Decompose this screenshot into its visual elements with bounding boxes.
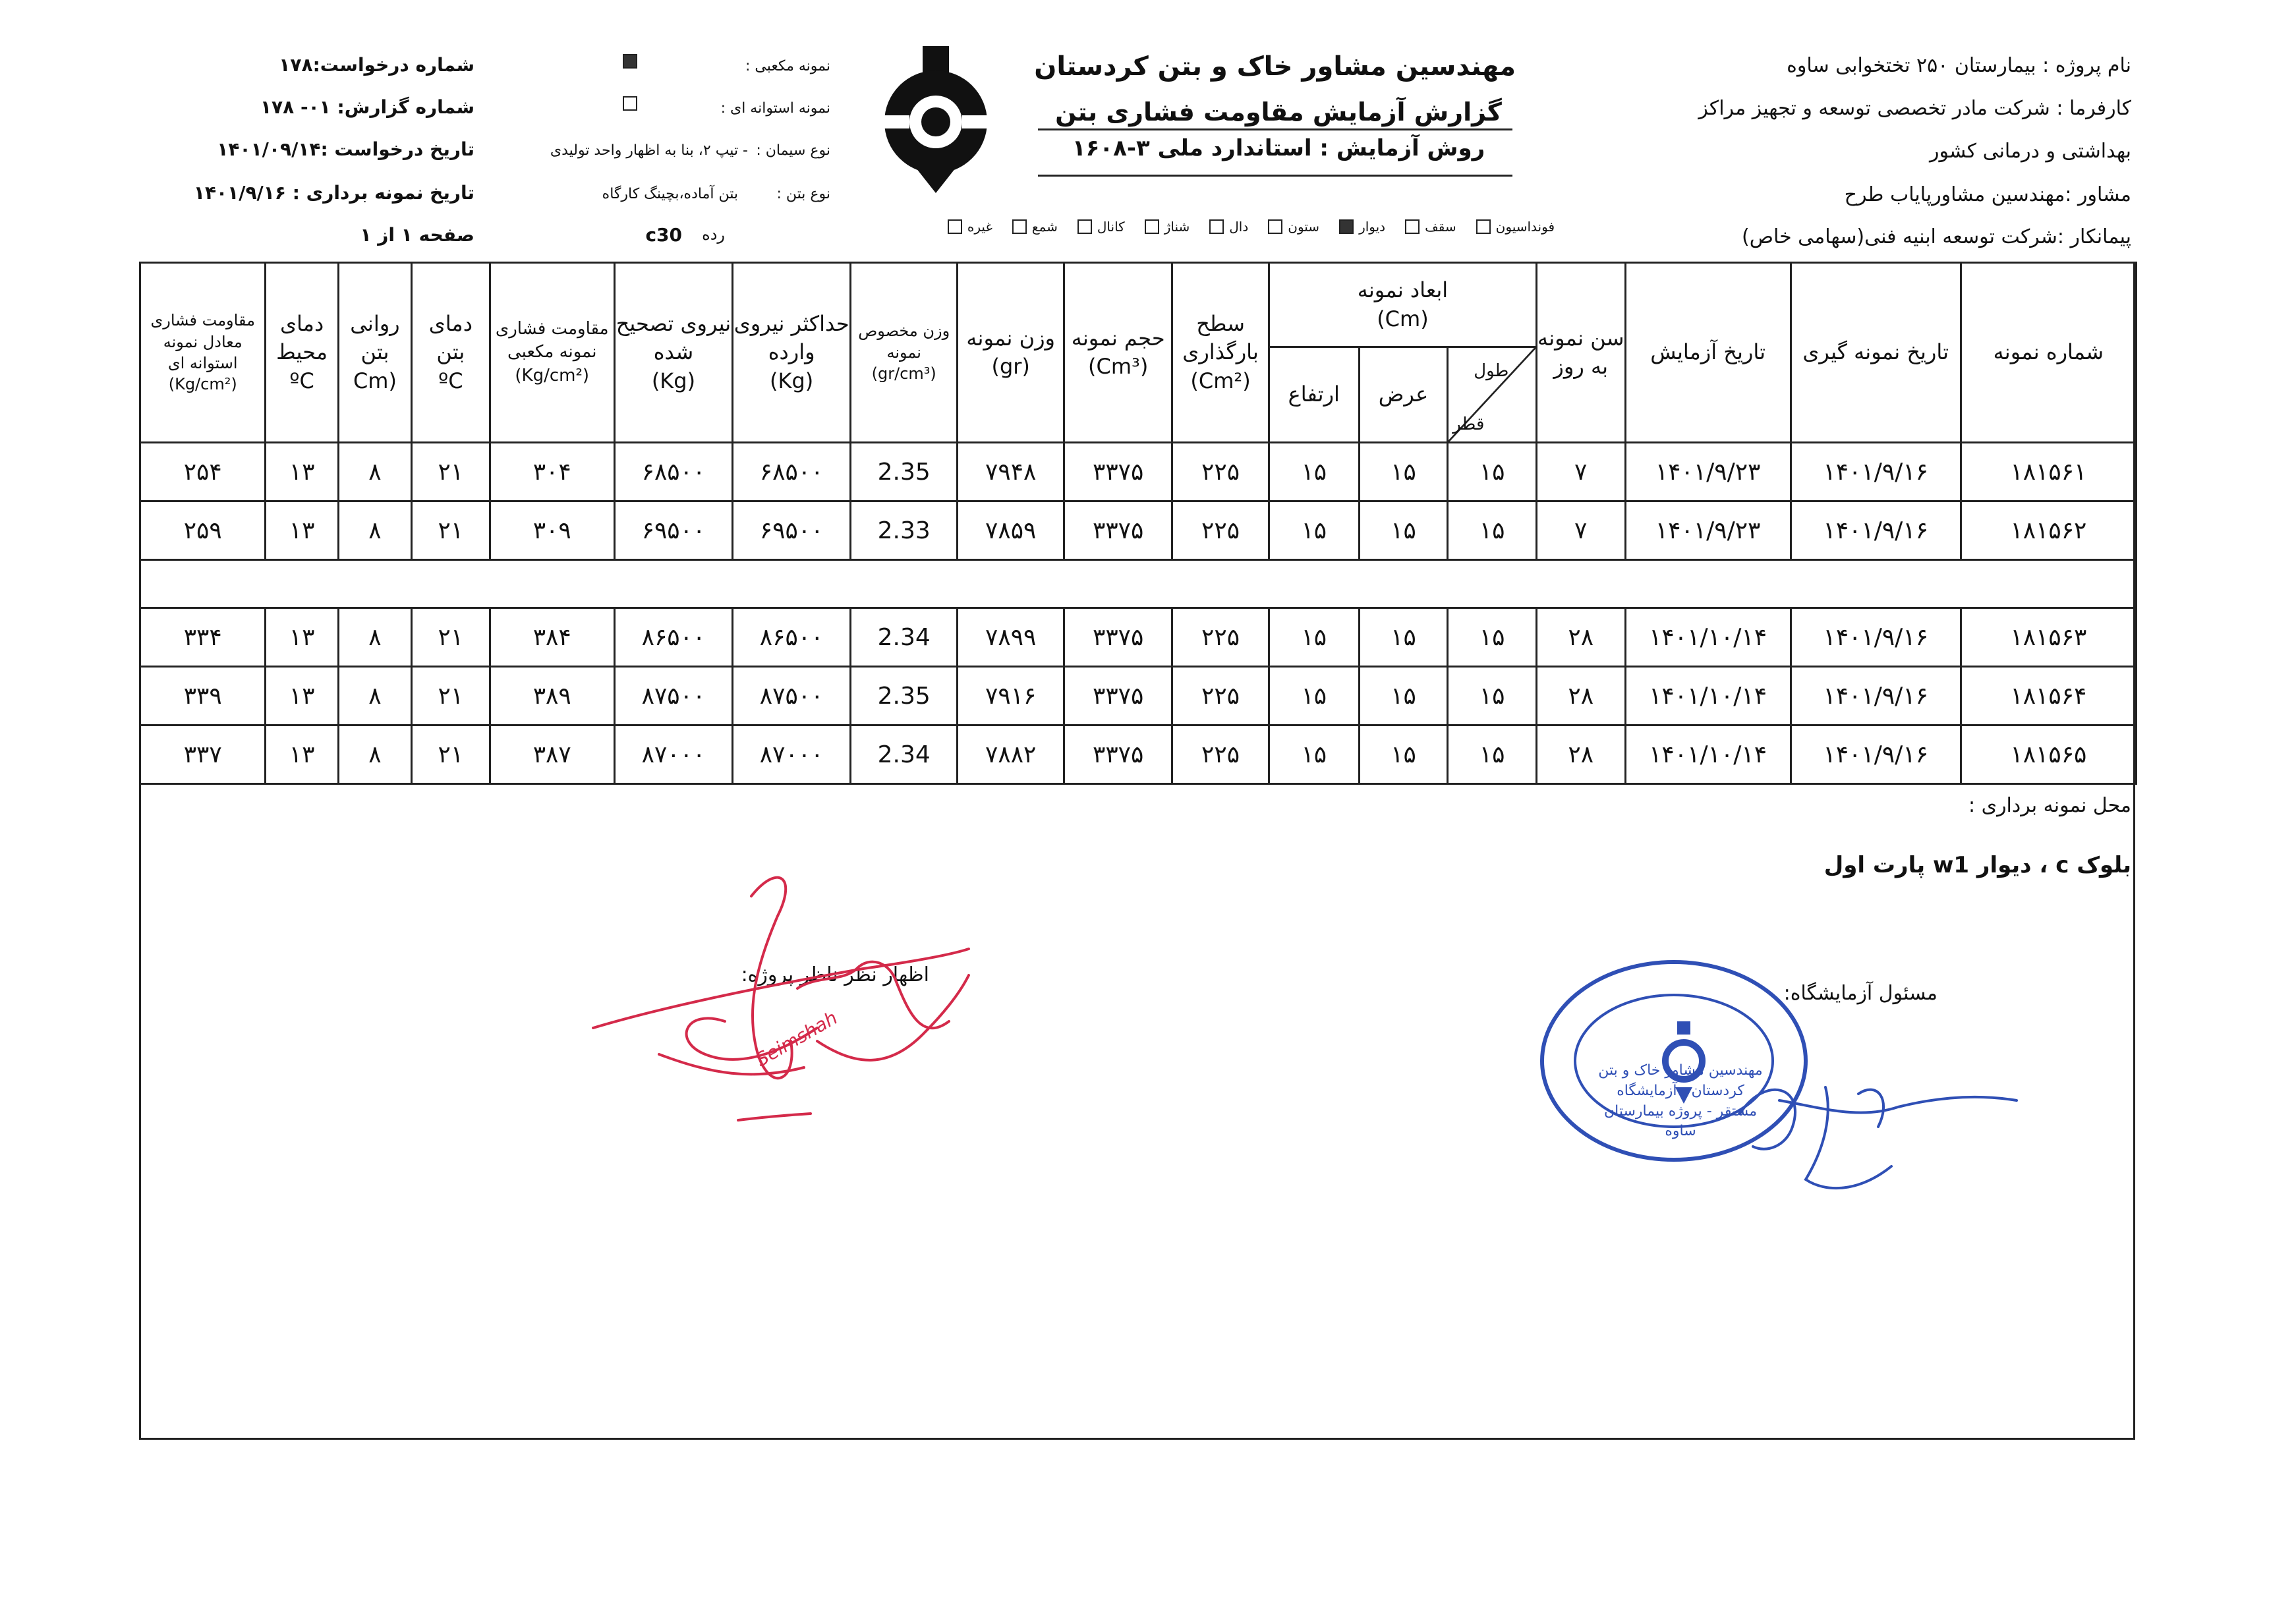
element-type-other [948,219,992,235]
label-text: (Cm [353,368,397,393]
cell-concrete-temp: ۲۱ [412,725,490,784]
cell-max-force: ۶۹۵۰۰ [733,501,851,560]
cell-cube-strength: ۳۸۴ [490,608,614,667]
lab-responsible-label: مسئول آزمایشگاه: [1783,982,1937,1005]
element-type-foundation [1476,219,1555,235]
element-type-pile [1012,219,1058,235]
cell-concrete-temp: ۲۱ [412,443,490,501]
cell-weight: ۷۹۴۸ [958,443,1064,501]
cylinder-checkbox [623,96,637,111]
table-spacer-row [140,560,2137,608]
label-text: (Kg/cm²) [168,375,237,394]
header-dimensions [1269,263,1536,347]
header-volume [1064,263,1172,443]
cell-slump: ۸ [338,501,411,560]
header-sample-no [1961,263,2136,443]
cell-sample-no: ۱۸۱۵۶۴ [1961,667,2136,725]
label-text: تاریخ آزمایش [1650,339,1765,365]
label-text: شماره نمونه [1993,339,2104,365]
cell-width: ۱۵ [1359,608,1448,667]
table-row [140,667,2137,725]
cell-density: 2.35 [851,667,958,725]
request-date: تاریخ درخواست :۱۴۰۱/۰۹/۱۴ [217,138,474,160]
cell-volume: ۳۳۷۵ [1064,501,1172,560]
page-number: صفحه ۱ از ۱ [360,224,474,246]
cell-volume: ۳۳۷۵ [1064,725,1172,784]
label-text: ارتفاع [1288,382,1340,407]
cell-slump: ۸ [338,608,411,667]
element-type-channel [1077,219,1125,235]
table-header-row [140,263,2137,347]
cell-age: ۷ [1536,443,1625,501]
label-text: (Kg/cm²) [515,365,590,385]
cell-volume: ۳۳۷۵ [1064,667,1172,725]
company-logo [876,43,995,194]
table-row [140,443,2137,501]
cubic-checkbox [623,54,637,69]
cell-sampling-date: ۱۴۰۱/۹/۱۶ [1791,725,1961,784]
cell-weight: ۷۸۹۹ [958,608,1064,667]
label-text: ابعاد نمونه [1357,277,1449,303]
label-text: (Kg) [651,368,696,393]
header-length-diameter [1448,347,1537,443]
cell-concrete-temp: ۲۱ [412,501,490,560]
label-text: (gr) [991,354,1030,379]
cell-corrected-force: ۶۹۵۰۰ [614,501,732,560]
label-text: سقف [1425,219,1456,235]
cell-density: 2.35 [851,443,958,501]
element-type-ceiling [1405,219,1456,235]
cell-cyl-equiv: ۳۳۴ [140,608,266,667]
label-text: تاریخ نمونه گیری [1802,339,1949,365]
header-test-date [1625,263,1791,443]
cell-cyl-equiv: ۲۵۴ [140,443,266,501]
results-table [139,262,2137,785]
label-text: روانی بتن [350,311,400,365]
company-title: مهندسین مشاور خاک و بتن کردستان [1034,51,1516,82]
label-text: ºC [289,368,314,393]
label-text: شمع [1031,219,1058,235]
label-text: مقاومت فشاری معادل نمونه استوانه ای [150,311,255,372]
report-title: گزارش آزمایش مقاومت فشاری بتن [1055,98,1502,127]
sampling-location-label: محل نمونه برداری : [1968,794,2131,817]
cell-height: ۱۵ [1269,725,1359,784]
element-type-tie-beam [1145,219,1190,235]
cell-age: ۷ [1536,501,1625,560]
label-text: دمای محیط [276,311,328,365]
label-text: (Cm) [1377,306,1429,331]
label-text: غیره [967,219,992,235]
cell-area: ۲۲۵ [1172,501,1269,560]
header-height [1269,347,1359,443]
cell-cube-strength: ۳۰۴ [490,443,614,501]
grade-label: رده [702,225,725,244]
title-divider-bottom [1038,175,1512,177]
label-text: ستون [1288,219,1320,235]
cell-slump: ۸ [338,725,411,784]
cement-label: نوع سیمان : [756,142,830,159]
element-type-slab [1209,219,1248,235]
cell-sampling-date: ۱۴۰۱/۹/۱۶ [1791,443,1961,501]
label-text: طول [1474,361,1509,381]
cell-volume: ۳۳۷۵ [1064,608,1172,667]
cell-length: ۱۵ [1448,501,1537,560]
consultant: مشاور :مهندسین مشاورپایاب طرح [1844,183,2131,206]
header-weight [958,263,1064,443]
header-corrected-force [614,263,732,443]
contractor: پیمانکار :شرکت توسعه ابنیه فنی(سهامی خاص) [1741,225,2131,248]
cell-cyl-equiv: ۳۳۹ [140,667,266,725]
lab-stamp-text: مهندسین مشاور خاک و بتن کردستان - آزمایشگاه مستقر - پروژه بیمارستان ساوه [1598,1062,1763,1140]
cell-height: ۱۵ [1269,501,1359,560]
cell-length: ۱۵ [1448,443,1537,501]
label-text: ºC [438,368,463,393]
label-text: (gr/cm³) [871,364,936,383]
header-area [1172,263,1269,443]
cell-density: 2.34 [851,608,958,667]
cell-cyl-equiv: ۲۵۹ [140,501,266,560]
cell-length: ۱۵ [1448,725,1537,784]
cement-value: - تیپ ۲، بنا به اظهار واحد تولیدی [550,142,748,159]
cell-area: ۲۲۵ [1172,608,1269,667]
label-text: شناژ [1164,219,1190,235]
cell-area: ۲۲۵ [1172,443,1269,501]
cell-density: 2.33 [851,501,958,560]
sampling-location-value: بلوک c ، دیوار w1 پارت اول [1823,852,2131,878]
label-text: مقاومت فشاری نمونه مکعبی [495,319,609,362]
cell-sampling-date: ۱۴۰۱/۹/۱۶ [1791,501,1961,560]
header-concrete-temp [412,263,490,443]
supervisor-comment-label: اظهار نظر ناظر پروژه: [741,963,929,986]
table-row [140,725,2137,784]
cell-ambient-temp: ۱۳ [266,501,338,560]
employer-line1: کارفرما : شرکت مادر تخصصی توسعه و تجهیز مراکز [1698,97,2131,120]
cell-height: ۱۵ [1269,608,1359,667]
cell-weight: ۷۸۸۲ [958,725,1064,784]
cell-slump: ۸ [338,667,411,725]
cell-slump: ۸ [338,443,411,501]
cell-weight: ۷۸۵۹ [958,501,1064,560]
label-text: دال [1229,219,1249,235]
cell-max-force: ۶۸۵۰۰ [733,443,851,501]
cell-height: ۱۵ [1269,443,1359,501]
cell-width: ۱۵ [1359,443,1448,501]
label-text: حداکثر نیروی وارده [733,311,849,365]
cell-age: ۲۸ [1536,608,1625,667]
supervisor-signature-text: Seimshah [751,1006,842,1071]
label-text: (Kg) [770,368,814,393]
cell-cyl-equiv: ۳۳۷ [140,725,266,784]
cell-ambient-temp: ۱۳ [266,608,338,667]
header-cylinder-equivalent [140,263,266,443]
label-text: (Cm²) [1190,368,1251,393]
concrete-value: بتن آماده،بچینگ کارگاه [602,186,738,202]
cell-test-date: ۱۴۰۱/۱۰/۱۴ [1625,667,1791,725]
cell-corrected-force: ۶۸۵۰۰ [614,443,732,501]
cell-area: ۲۲۵ [1172,667,1269,725]
concrete-label: نوع بتن : [776,186,830,202]
cell-ambient-temp: ۱۳ [266,725,338,784]
header-ambient-temp [266,263,338,443]
cell-age: ۲۸ [1536,725,1625,784]
cell-cube-strength: ۳۸۷ [490,725,614,784]
cell-width: ۱۵ [1359,501,1448,560]
employer-line2: بهداشتی و درمانی کشور [1930,140,2131,163]
label-text: عرض [1378,382,1429,407]
cell-max-force: ۸۷۰۰۰ [733,725,851,784]
cell-test-date: ۱۴۰۱/۱۰/۱۴ [1625,608,1791,667]
cell-weight: ۷۹۱۶ [958,667,1064,725]
element-type-options [948,219,1555,235]
title-divider [1038,128,1512,130]
report-number: شماره گزارش: ۰۱- ۱۷۸ [260,96,474,118]
header-sampling-date [1791,263,1961,443]
cell-volume: ۳۳۷۵ [1064,443,1172,501]
element-type-wall [1339,219,1385,235]
cubic-label: نمونه مکعبی : [745,58,830,74]
element-type-column [1268,219,1319,235]
cylinder-label: نمونه استوانه ای : [720,100,830,117]
cell-max-force: ۸۷۵۰۰ [733,667,851,725]
cell-corrected-force: ۸۷۵۰۰ [614,667,732,725]
cell-width: ۱۵ [1359,725,1448,784]
cell-sampling-date: ۱۴۰۱/۹/۱۶ [1791,608,1961,667]
cell-length: ۱۵ [1448,608,1537,667]
cell-corrected-force: ۸۶۵۰۰ [614,608,732,667]
cell-width: ۱۵ [1359,667,1448,725]
cell-corrected-force: ۸۷۰۰۰ [614,725,732,784]
label-text: وزن نمونه [966,325,1055,351]
cell-age: ۲۸ [1536,667,1625,725]
project-name: نام پروژه : بیمارستان ۲۵۰ تختخوابی ساوه [1787,54,2131,77]
label-text: وزن مخصوص نمونه [858,322,950,362]
cell-test-date: ۱۴۰۱/۹/۲۳ [1625,443,1791,501]
label-text: دیوار [1359,219,1386,235]
cell-max-force: ۸۶۵۰۰ [733,608,851,667]
header-width [1359,347,1448,443]
cell-test-date: ۱۴۰۱/۹/۲۳ [1625,501,1791,560]
cell-ambient-temp: ۱۳ [266,443,338,501]
request-number: شماره درخواست:۱۷۸ [279,54,474,76]
test-method: روش آزمایش : استاندارد ملی ۳-۱۶۰۸ [1072,135,1485,161]
lab-signature [1727,1035,2030,1206]
label-text: فونداسیون [1495,219,1555,235]
table-row [140,501,2137,560]
header-age [1536,263,1625,443]
cell-area: ۲۲۵ [1172,725,1269,784]
label-text: سن نمونه به روز [1537,325,1624,379]
table-row [140,608,2137,667]
label-text: کانال [1097,219,1125,235]
label-text: (Cm³) [1088,354,1149,379]
cell-sample-no: ۱۸۱۵۶۵ [1961,725,2136,784]
header-cube-strength [490,263,614,443]
header-max-force [733,263,851,443]
cell-ambient-temp: ۱۳ [266,667,338,725]
cell-density: 2.34 [851,725,958,784]
cell-length: ۱۵ [1448,667,1537,725]
cell-sample-no: ۱۸۱۵۶۳ [1961,608,2136,667]
cell-sampling-date: ۱۴۰۱/۹/۱۶ [1791,667,1961,725]
label-text: سطح بارگذاری [1182,311,1259,365]
cell-cube-strength: ۳۰۹ [490,501,614,560]
sampling-date-header: تاریخ نمونه برداری : ۱۴۰۱/۹/۱۶ [193,182,474,204]
grade-value: c30 [645,224,682,246]
cell-concrete-temp: ۲۱ [412,608,490,667]
label-text: حجم نمونه [1071,325,1165,351]
cell-height: ۱۵ [1269,667,1359,725]
supervisor-signature [580,857,975,1133]
label-text: دمای بتن [428,311,473,365]
cell-sample-no: ۱۸۱۵۶۲ [1961,501,2136,560]
label-text: قطر [1452,414,1485,434]
cell-cube-strength: ۳۸۹ [490,667,614,725]
cell-concrete-temp: ۲۱ [412,667,490,725]
header-slump [338,263,411,443]
label-text: نیروی تصحیح شده [616,311,732,365]
cell-sample-no: ۱۸۱۵۶۱ [1961,443,2136,501]
cell-test-date: ۱۴۰۱/۱۰/۱۴ [1625,725,1791,784]
header-density [851,263,958,443]
